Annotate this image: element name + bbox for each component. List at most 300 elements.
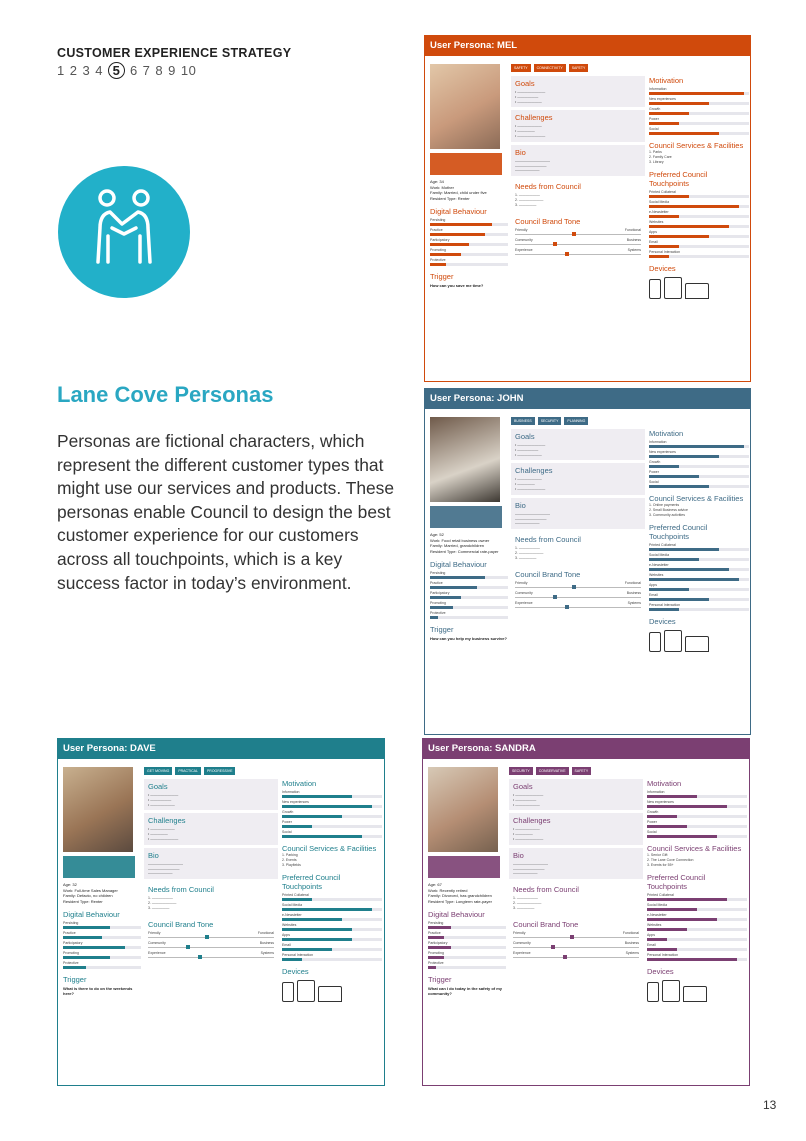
digital-bar [428, 936, 506, 939]
tone-right-label: Functional [257, 930, 274, 935]
touchpoint-label: Personal Interaction [649, 603, 681, 608]
page-index-10[interactable]: 10 [180, 63, 197, 78]
tone-right-label: Systems [625, 950, 639, 955]
trigger-heading: Trigger [430, 625, 454, 634]
tone-right-label: Functional [622, 930, 639, 935]
touchpoints-heading: Preferred Council Touchpoints [649, 523, 708, 542]
service-item: 1. Parks [649, 150, 662, 154]
motivation-label: Social [282, 830, 292, 834]
touchpoint-label: Websites [282, 923, 297, 928]
touchpoint-bar [649, 578, 749, 581]
persona-quote-box [428, 856, 500, 878]
page-index-current[interactable]: 5 [108, 62, 125, 79]
motivation-bar [649, 445, 749, 448]
goals-block: Goals • ———————— • —————— • ——————— [511, 429, 645, 460]
tone-right-label: Functional [624, 580, 641, 585]
digital-label: Persisting [430, 218, 446, 222]
tone-slider [515, 587, 641, 588]
tone-left-label: Community [513, 940, 531, 945]
bio-block: Bio —————————— ————————— ——————— [511, 498, 645, 529]
digital-bar [428, 926, 506, 929]
touchpoint-bar [282, 928, 382, 931]
persona-age: Age: 34 [430, 179, 444, 184]
digital-label: Practice [430, 228, 443, 232]
touchpoint-bar [282, 908, 382, 911]
tone-right-label: Systems [627, 247, 641, 252]
persona-title: User Persona: MEL [425, 36, 750, 56]
motivation-label: New experiences [649, 450, 676, 454]
touchpoint-label: e-Newsletter [282, 913, 302, 918]
touchpoint-bar [649, 598, 749, 601]
persona-quote-box [63, 856, 135, 878]
touchpoint-label: Personal Interaction [647, 953, 679, 958]
persona-card-dave [57, 738, 385, 1086]
brand-tone-block [144, 917, 278, 964]
persona-resident: Resident Type: Longterm rate-payer [428, 898, 492, 904]
persona-tag: SAFETY [511, 64, 531, 72]
services-heading: Council Services & Facilities [649, 494, 744, 503]
intro-paragraph: Personas are fictional characters, which represent the different customer types that might use our services and products. These personas enable Council to design the best customer experience for our customers across all touchpoints, which is a key success factor in today’s environment. [57, 431, 395, 593]
digital-label: Protective [428, 961, 444, 965]
page-index [57, 62, 196, 79]
motivation-bar [647, 835, 747, 838]
motivation-label: Power [647, 820, 657, 824]
tone-right-label: Business [626, 590, 641, 595]
challenges-heading: Challenges [515, 466, 553, 476]
touchpoint-label: Apps [647, 933, 655, 938]
digital-bar [430, 253, 508, 256]
needs-block: Needs from Council 1. —————— 2. ——————— 3. ————— [511, 532, 645, 563]
goals-block: Goals • ———————— • —————— • ——————— [144, 779, 278, 810]
persona-resident: Resident Type: Commercial rate-payer [430, 548, 499, 554]
persona-photo [430, 64, 500, 149]
digital-bar [430, 606, 508, 609]
touchpoint-bar [649, 568, 749, 571]
motivation-label: Power [282, 820, 292, 824]
digital-bar [430, 243, 508, 246]
touchpoint-bar [649, 588, 749, 591]
trigger-question: How can you save me time? [430, 283, 484, 288]
tone-left-label: Experience [148, 950, 166, 955]
tone-slider [515, 597, 641, 598]
touchpoint-label: Email [282, 943, 291, 948]
motivation-bar [649, 485, 749, 488]
touchpoint-label: Personal Interaction [649, 250, 681, 255]
phone-icon [282, 982, 294, 1002]
touchpoint-bar [649, 255, 749, 258]
persona-card-mel [424, 35, 751, 382]
tone-left-label: Community [515, 237, 533, 242]
tone-left-label: Experience [513, 950, 531, 955]
tone-left-label: Friendly [515, 227, 528, 232]
service-item: 2. Events [282, 857, 297, 862]
touchpoint-label: Social Media [647, 903, 668, 908]
motivation-bar [282, 825, 382, 828]
tone-left-label: Friendly [515, 580, 528, 585]
motivation-label: New experiences [649, 97, 676, 101]
persona-card-sandra [422, 738, 750, 1086]
tone-left-label: Friendly [513, 930, 526, 935]
motivation-label: New experiences [647, 800, 674, 804]
touchpoint-bar [647, 918, 747, 921]
persona-photo [428, 767, 498, 852]
motivation-bar [282, 795, 382, 798]
touchpoint-bar [649, 245, 749, 248]
tone-slider [148, 947, 274, 948]
trigger-question: What is there to do on the weekends here? [63, 986, 133, 996]
persona-family: Family: Married, grandchildren [430, 543, 485, 548]
trigger-heading: Trigger [428, 975, 452, 984]
touchpoint-label: e-Newsletter [647, 913, 667, 918]
brand-tone-heading: Council Brand Tone [148, 919, 214, 929]
persona-work: Work: Mother [430, 184, 454, 190]
challenges-block: Challenges • ——————— • ————— • ———————— [509, 813, 643, 844]
digital-bar [63, 956, 141, 959]
service-item: 3. Events for 55+ [647, 862, 674, 867]
touchpoint-label: Email [649, 240, 658, 245]
touchpoint-label: Social Media [282, 903, 303, 908]
tone-right-label: Systems [260, 950, 274, 955]
brand-tone-heading: Council Brand Tone [515, 569, 581, 579]
motivation-bar [649, 102, 749, 105]
persona-quote-box [430, 153, 502, 175]
page-index-2[interactable]: 2 [69, 63, 78, 78]
digital-bar [430, 616, 508, 619]
digital-label: Participatory [63, 941, 83, 945]
digital-label: Persisting [428, 921, 444, 925]
persona-photo [63, 767, 133, 852]
service-item: 3. Playfields [282, 862, 301, 867]
motivation-bar [649, 465, 749, 468]
touchpoint-bar [647, 938, 747, 941]
digital-bar [430, 263, 508, 266]
digital-label: Protective [63, 961, 79, 965]
page-index-9[interactable]: 9 [168, 63, 176, 78]
goals-heading: Goals [148, 782, 168, 791]
persona-tag: PRACTICAL [175, 767, 201, 775]
touchpoint-bar [647, 948, 747, 951]
bio-heading: Bio [515, 147, 526, 157]
persona-work: Work: Recently retired [428, 887, 468, 893]
trigger-question: How can you help my business survive? [430, 636, 507, 641]
digital-label: Promoting [63, 951, 79, 955]
digital-bar [63, 966, 141, 969]
touchpoint-bar [649, 608, 749, 611]
digital-behaviour-heading: Digital Behaviour [63, 910, 120, 919]
touchpoint-label: Websites [649, 220, 664, 225]
needs-block: Needs from Council 1. —————— 2. ——————— 3. ————— [144, 882, 278, 913]
brand-tone-heading: Council Brand Tone [515, 216, 581, 226]
digital-behaviour-heading: Digital Behaviour [428, 910, 485, 919]
service-item: 1. Parking [282, 853, 298, 857]
phone-icon [649, 279, 661, 299]
digital-bar [430, 223, 508, 226]
persona-title: User Persona: JOHN [425, 389, 750, 409]
page-index-8[interactable]: 8 [155, 63, 164, 78]
digital-bar [63, 946, 141, 949]
persona-title: User Persona: DAVE [58, 739, 384, 759]
touchpoint-label: Social Media [649, 553, 670, 558]
touchpoint-label: Email [649, 593, 658, 598]
touchpoint-label: Apps [649, 583, 657, 588]
touchpoint-label: e-Newsletter [649, 563, 669, 568]
digital-bar [430, 576, 508, 579]
persona-photo [430, 417, 500, 502]
touchpoints-heading: Preferred Council Touchpoints [647, 873, 706, 892]
motivation-bar [649, 112, 749, 115]
persona-tag: SAFETY [572, 767, 592, 775]
touchpoint-bar [282, 918, 382, 921]
persona-tag: GET MOVING [144, 767, 172, 775]
trigger-heading: Trigger [63, 975, 87, 984]
laptop-icon [685, 283, 709, 299]
tone-left-label: Community [515, 590, 533, 595]
touchpoint-label: Websites [649, 573, 664, 578]
service-item: 3. Library [649, 159, 664, 164]
touchpoint-bar [647, 908, 747, 911]
needs-heading: Needs from Council [513, 885, 579, 895]
tone-slider [148, 937, 274, 938]
touchpoint-bar [282, 948, 382, 951]
tablet-icon [297, 980, 315, 1002]
goals-block: Goals • ———————— • —————— • ——————— [509, 779, 643, 810]
touchpoint-bar [649, 205, 749, 208]
motivation-label: Social [649, 127, 659, 131]
tone-right-label: Business [624, 940, 639, 945]
motivation-bar [649, 455, 749, 458]
bio-block: Bio —————————— ————————— ——————— [511, 145, 645, 176]
digital-bar [430, 586, 508, 589]
motivation-bar [647, 805, 747, 808]
tone-left-label: Experience [515, 247, 533, 252]
motivation-label: Social [649, 480, 659, 484]
digital-bar [63, 926, 141, 929]
persona-resident: Resident Type: Renter [63, 898, 103, 904]
laptop-icon [318, 986, 342, 1002]
persona-family: Family: Married, child under five [430, 190, 487, 195]
touchpoint-label: Printed Collateral [282, 893, 309, 898]
needs-block: Needs from Council 1. —————— 2. ——————— 3. ————— [509, 882, 643, 913]
persona-tag: PROGRESSIVE [204, 767, 235, 775]
persona-tag: SECURITY [538, 417, 562, 425]
digital-bar [430, 233, 508, 236]
persona-tag: SECURITY [509, 767, 533, 775]
needs-heading: Needs from Council [148, 885, 214, 895]
services-heading: Council Services & Facilities [647, 844, 742, 853]
persona-card-john [424, 388, 751, 735]
persona-title: User Persona: SANDRA [423, 739, 749, 759]
persona-work: Work: Food retail business owner [430, 537, 490, 543]
touchpoint-bar [649, 558, 749, 561]
persona-tag: CONSERVATIVE [536, 767, 569, 775]
touchpoints-heading: Preferred Council Touchpoints [649, 170, 708, 189]
goals-heading: Goals [515, 79, 535, 88]
motivation-heading: Motivation [282, 779, 317, 788]
service-item: 2. Small Business advice [649, 507, 688, 512]
digital-label: Practice [430, 581, 443, 585]
digital-label: Persisting [63, 921, 79, 925]
touchpoint-bar [282, 898, 382, 901]
touchpoint-bar [647, 928, 747, 931]
page-index-1[interactable]: 1 [57, 63, 65, 78]
motivation-label: Power [649, 117, 659, 121]
service-item: 1. Online payments [649, 503, 680, 507]
touchpoint-label: Apps [649, 230, 657, 235]
bio-heading: Bio [148, 850, 159, 860]
persona-age: Age: 52 [430, 532, 444, 537]
touchpoint-label: Apps [282, 933, 290, 938]
page-index-7[interactable]: 7 [142, 63, 151, 78]
motivation-label: Information [649, 87, 667, 91]
tone-left-label: Experience [515, 600, 533, 605]
service-item: 1. Senior Gift [647, 853, 668, 857]
goals-block: Goals • ———————— • —————— • ——————— [511, 76, 645, 107]
brand-tone-block [509, 917, 643, 964]
digital-bar [430, 596, 508, 599]
digital-label: Protective [430, 258, 446, 262]
touchpoint-label: Personal Interaction [282, 953, 314, 958]
tone-slider [515, 244, 641, 245]
digital-label: Promoting [430, 601, 446, 605]
touchpoint-label: Printed Collateral [649, 543, 676, 548]
touchpoint-bar [649, 215, 749, 218]
goals-heading: Goals [513, 782, 533, 791]
laptop-icon [683, 986, 707, 1002]
touchpoint-label: Printed Collateral [649, 190, 676, 195]
tone-right-label: Business [259, 940, 274, 945]
brand-tone-heading: Council Brand Tone [513, 919, 579, 929]
service-item: 2. Family Care [649, 154, 672, 159]
page-index-4[interactable]: 4 [95, 63, 103, 78]
tone-right-label: Functional [624, 227, 641, 232]
digital-bar [428, 946, 506, 949]
touchpoint-bar [647, 958, 747, 961]
trigger-heading: Trigger [430, 272, 454, 281]
laptop-icon [685, 636, 709, 652]
phone-icon [649, 632, 661, 652]
tablet-icon [664, 630, 682, 652]
persona-work: Work: Full-time Sales Manager [63, 887, 118, 893]
digital-label: Practice [428, 931, 441, 935]
tone-slider [515, 234, 641, 235]
motivation-heading: Motivation [647, 779, 682, 788]
service-item: 3. Community activities [649, 512, 685, 517]
persona-family: Family: Defacto, no children [63, 893, 113, 898]
digital-label: Practice [63, 931, 76, 935]
persona-quote-box [430, 506, 502, 528]
motivation-bar [649, 132, 749, 135]
motivation-label: Power [649, 470, 659, 474]
tone-slider [515, 254, 641, 255]
devices-heading: Devices [649, 264, 676, 274]
document-header-title: CUSTOMER EXPERIENCE STRATEGY [57, 46, 292, 60]
section-title: Lane Cove Personas [57, 382, 274, 407]
motivation-label: Information [282, 790, 300, 794]
motivation-label: Growth [282, 810, 294, 814]
motivation-bar [649, 92, 749, 95]
devices-heading: Devices [649, 617, 676, 627]
digital-label: Participatory [430, 591, 450, 595]
digital-label: Protective [430, 611, 446, 615]
motivation-heading: Motivation [649, 429, 684, 438]
tone-slider [515, 607, 641, 608]
service-item: 2. The Lane Cove Connection [647, 857, 694, 862]
challenges-heading: Challenges [513, 816, 551, 826]
motivation-heading: Motivation [649, 76, 684, 85]
page-index-6[interactable]: 6 [129, 63, 138, 78]
handshake-icon [58, 166, 190, 298]
challenges-block: Challenges • ——————— • ————— • ———————— [511, 110, 645, 141]
challenges-block: Challenges • ——————— • ————— • ———————— [144, 813, 278, 844]
page-index-3[interactable]: 3 [82, 63, 91, 78]
persona-tag: CONNECTIVITY [534, 64, 566, 72]
motivation-label: Growth [649, 460, 661, 464]
trigger-question: What can I do today in the safety of my community? [428, 986, 503, 996]
touchpoint-label: Social Media [649, 200, 670, 205]
motivation-bar [649, 475, 749, 478]
motivation-bar [649, 122, 749, 125]
motivation-bar [647, 825, 747, 828]
services-heading: Council Services & Facilities [649, 141, 744, 150]
motivation-label: Information [647, 790, 665, 794]
touchpoint-bar [282, 938, 382, 941]
phone-icon [647, 982, 659, 1002]
touchpoint-bar [649, 225, 749, 228]
challenges-block: Challenges • ——————— • ————— • ———————— [511, 463, 645, 494]
motivation-bar [282, 815, 382, 818]
tone-left-label: Friendly [148, 930, 161, 935]
digital-label: Promoting [428, 951, 444, 955]
services-heading: Council Services & Facilities [282, 844, 377, 853]
motivation-bar [647, 795, 747, 798]
brand-tone-block [511, 567, 645, 614]
digital-label: Promoting [430, 248, 446, 252]
brand-tone-block [511, 214, 645, 261]
touchpoint-label: e-Newsletter [649, 210, 669, 215]
persona-tag: BUSINESS [511, 417, 535, 425]
motivation-label: Growth [647, 810, 659, 814]
tablet-icon [662, 980, 680, 1002]
tone-left-label: Community [148, 940, 166, 945]
goals-heading: Goals [515, 432, 535, 441]
tone-slider [513, 947, 639, 948]
persona-family: Family: Divorced, has grandchildren [428, 893, 492, 898]
digital-behaviour-heading: Digital Behaviour [430, 207, 487, 216]
tone-slider [148, 957, 274, 958]
motivation-bar [282, 805, 382, 808]
motivation-label: New experiences [282, 800, 309, 804]
motivation-bar [282, 835, 382, 838]
digital-label: Participatory [430, 238, 450, 242]
persona-age: Age: 67 [428, 882, 442, 887]
digital-bar [428, 956, 506, 959]
motivation-bar [647, 815, 747, 818]
touchpoints-heading: Preferred Council Touchpoints [282, 873, 341, 892]
touchpoint-label: Websites [647, 923, 662, 928]
tablet-icon [664, 277, 682, 299]
persona-tag: PLANNING [564, 417, 588, 425]
tone-slider [513, 937, 639, 938]
page-number: 13 [763, 1098, 777, 1112]
tone-right-label: Business [626, 237, 641, 242]
challenges-heading: Challenges [515, 113, 553, 123]
persona-tag: SAFETY [569, 64, 589, 72]
needs-block: Needs from Council 1. —————— 2. ——————— 3. ————— [511, 179, 645, 210]
touchpoint-label: Printed Collateral [647, 893, 674, 898]
needs-heading: Needs from Council [515, 535, 581, 545]
digital-bar [63, 936, 141, 939]
bio-block: Bio —————————— ————————— ——————— [509, 848, 643, 879]
